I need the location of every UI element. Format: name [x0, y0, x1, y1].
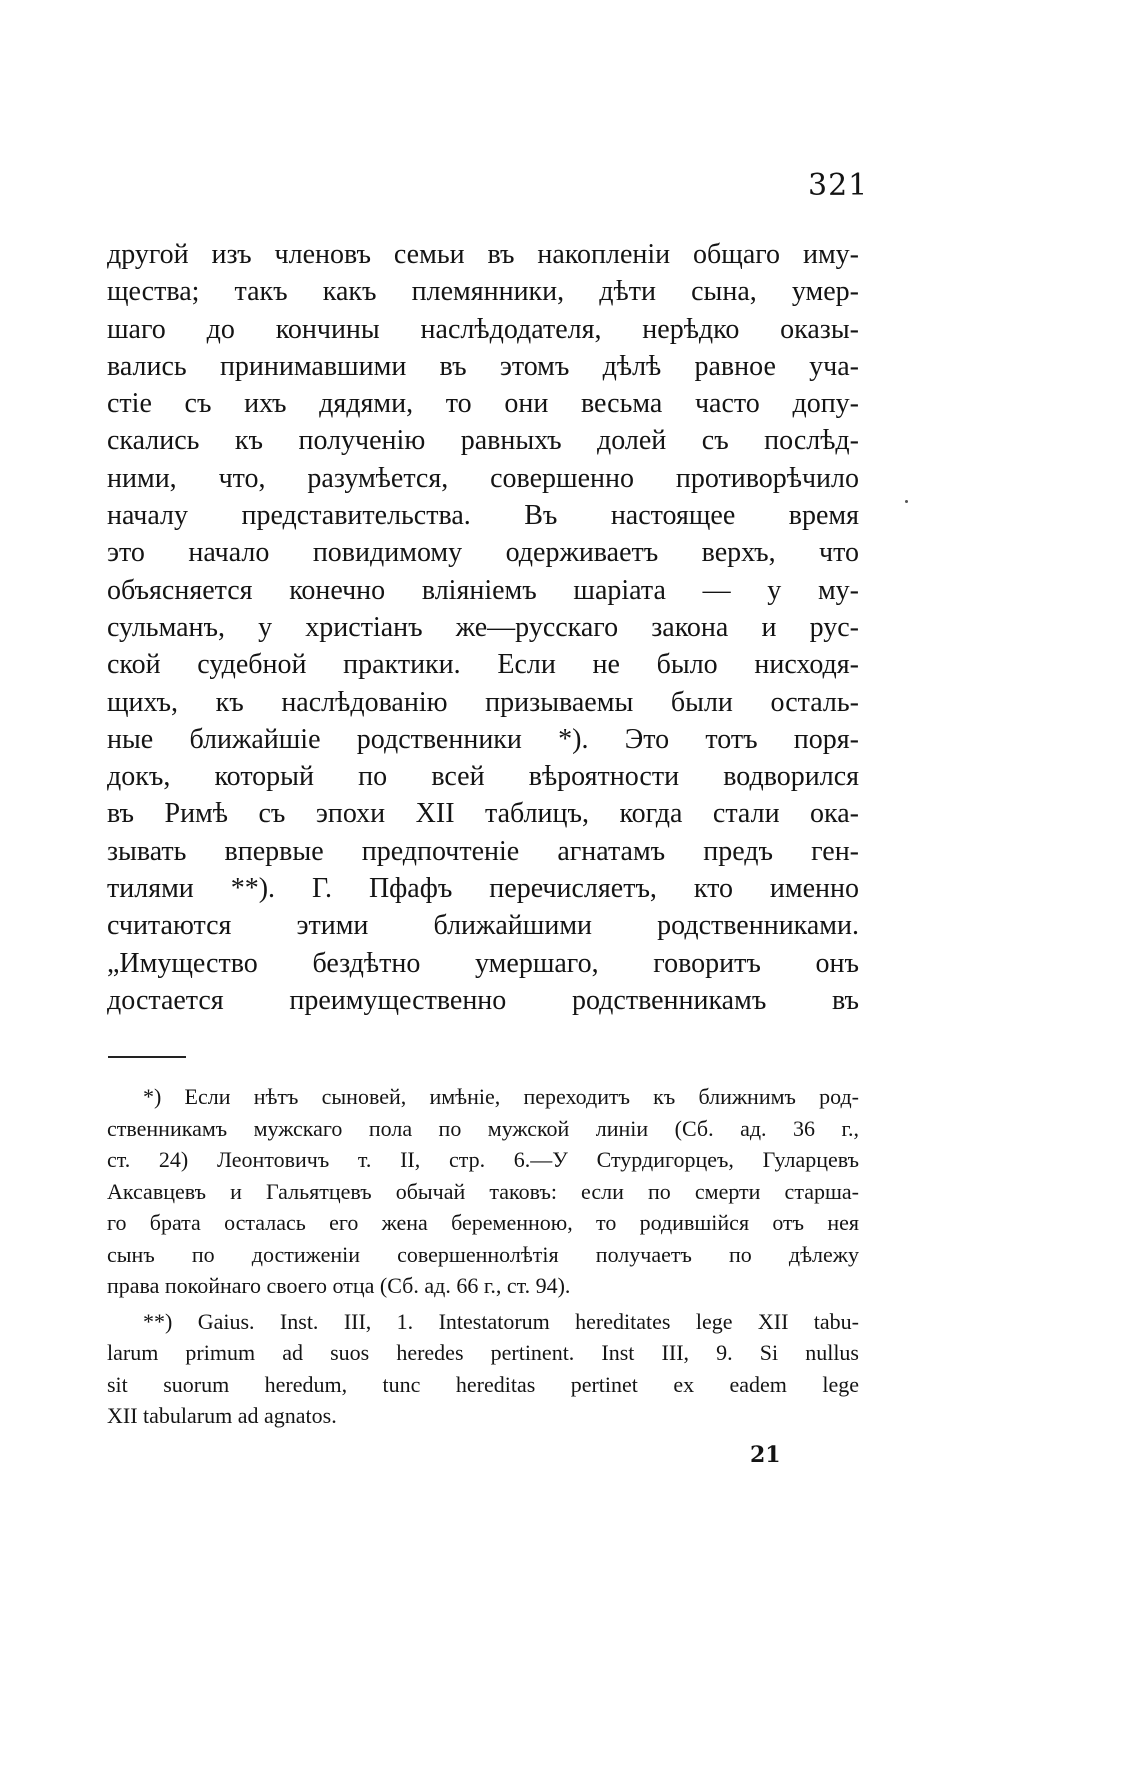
- footnote-line: сынъ по достиженіи совершеннолѣтія получаетъ по дѣлежу: [107, 1241, 859, 1267]
- footnotes-block: [107, 1081, 859, 1432]
- text-line: стіе съ ихъ дядями, то они весьма часто допу-: [107, 388, 859, 420]
- text-line: достается преимущественно родственникамъ въ: [107, 984, 859, 1016]
- text-line: вались принимавшими въ этомъ дѣлѣ равное уча-: [107, 350, 859, 382]
- text-line: ные ближайшіе родственники *). Это тотъ поря-: [107, 723, 859, 755]
- signature-mark: 21: [750, 1442, 781, 1468]
- footnote-divider: [108, 1056, 186, 1058]
- footnote-line: XII tabularum ad agnatos.: [107, 1403, 337, 1428]
- footnote-line: го брата осталась его жена беременною, то родившійся отъ нея: [107, 1210, 859, 1235]
- footnote-line: larum primum ad suos heredes pertinent. Inst III, 9. Si nullus: [107, 1340, 859, 1365]
- footnote-2: [107, 1306, 859, 1432]
- main-text-block: [107, 236, 859, 1019]
- text-line: скались къ полученію равныхъ долей съ послѣд-: [107, 425, 859, 457]
- text-line: докъ, который по всей вѣроятности водворился: [107, 761, 859, 793]
- text-line: это начало повидимому одерживаетъ верхъ, что: [107, 537, 859, 569]
- footnote-line: ственникамъ мужскаго пола по мужской линіи (Сб. ад. 36 г.,: [107, 1115, 859, 1141]
- footnote-1: [107, 1081, 859, 1302]
- text-line: началу представительства. Въ настоящее время: [107, 500, 859, 532]
- text-line: щества; такъ какъ племянники, дѣти сына, умер-: [107, 276, 859, 308]
- footnote-line: sit suorum heredum, tunc hereditas pertinet ex eadem lege: [107, 1371, 859, 1397]
- text-line: сульманъ, у христіанъ же—русскаго закона и рус-: [107, 611, 859, 643]
- page-number: 321: [808, 168, 869, 203]
- text-line: объясняется конечно вліяніемъ шаріата — у му-: [107, 574, 859, 606]
- footnote-line: ст. 24) Леонтовичъ т. II, стр. 6.—У Стурдигорцеъ, Гуларцевъ: [107, 1147, 859, 1172]
- footnote-line: *) Если нѣтъ сыновей, имѣніе, переходитъ къ ближнимъ род-: [143, 1084, 859, 1109]
- text-line: тилями **). Г. Пфафъ перечисляетъ, кто именно: [107, 873, 859, 905]
- scan-speck: [905, 500, 908, 503]
- text-line: щихъ, къ наслѣдованію призываемы были осталь-: [107, 686, 859, 718]
- text-line: въ Римѣ съ эпохи XII таблицъ, когда стали ока-: [107, 798, 859, 830]
- text-line: другой изъ членовъ семьи въ накопленіи общаго иму-: [107, 239, 859, 270]
- footnote-line: Аксавцевъ и Гальятцевъ обычай таковъ: если по смерти старша-: [107, 1178, 859, 1204]
- text-line: ской судебной практики. Если не было нисходя-: [107, 649, 859, 681]
- text-line: „Имущество бездѣтно умершаго, говоритъ онъ: [107, 947, 859, 979]
- footnote-line: права покойнаго своего отца (Сб. ад. 66 г., ст. 94).: [107, 1273, 571, 1298]
- footnote-line: **) Gaius. Inst. III, 1. Intestatorum hereditates lege XII tabu-: [143, 1308, 859, 1334]
- text-line: шаго до кончины наслѣдодателя, нерѣдко оказы-: [107, 313, 859, 345]
- text-line: считаются этими ближайшими родственниками.: [107, 910, 859, 942]
- text-line: зывать впервые предпочтеніе агнатамъ предъ ген-: [107, 835, 859, 867]
- text-line: ними, что, разумѣется, совершенно противорѣчило: [107, 462, 859, 494]
